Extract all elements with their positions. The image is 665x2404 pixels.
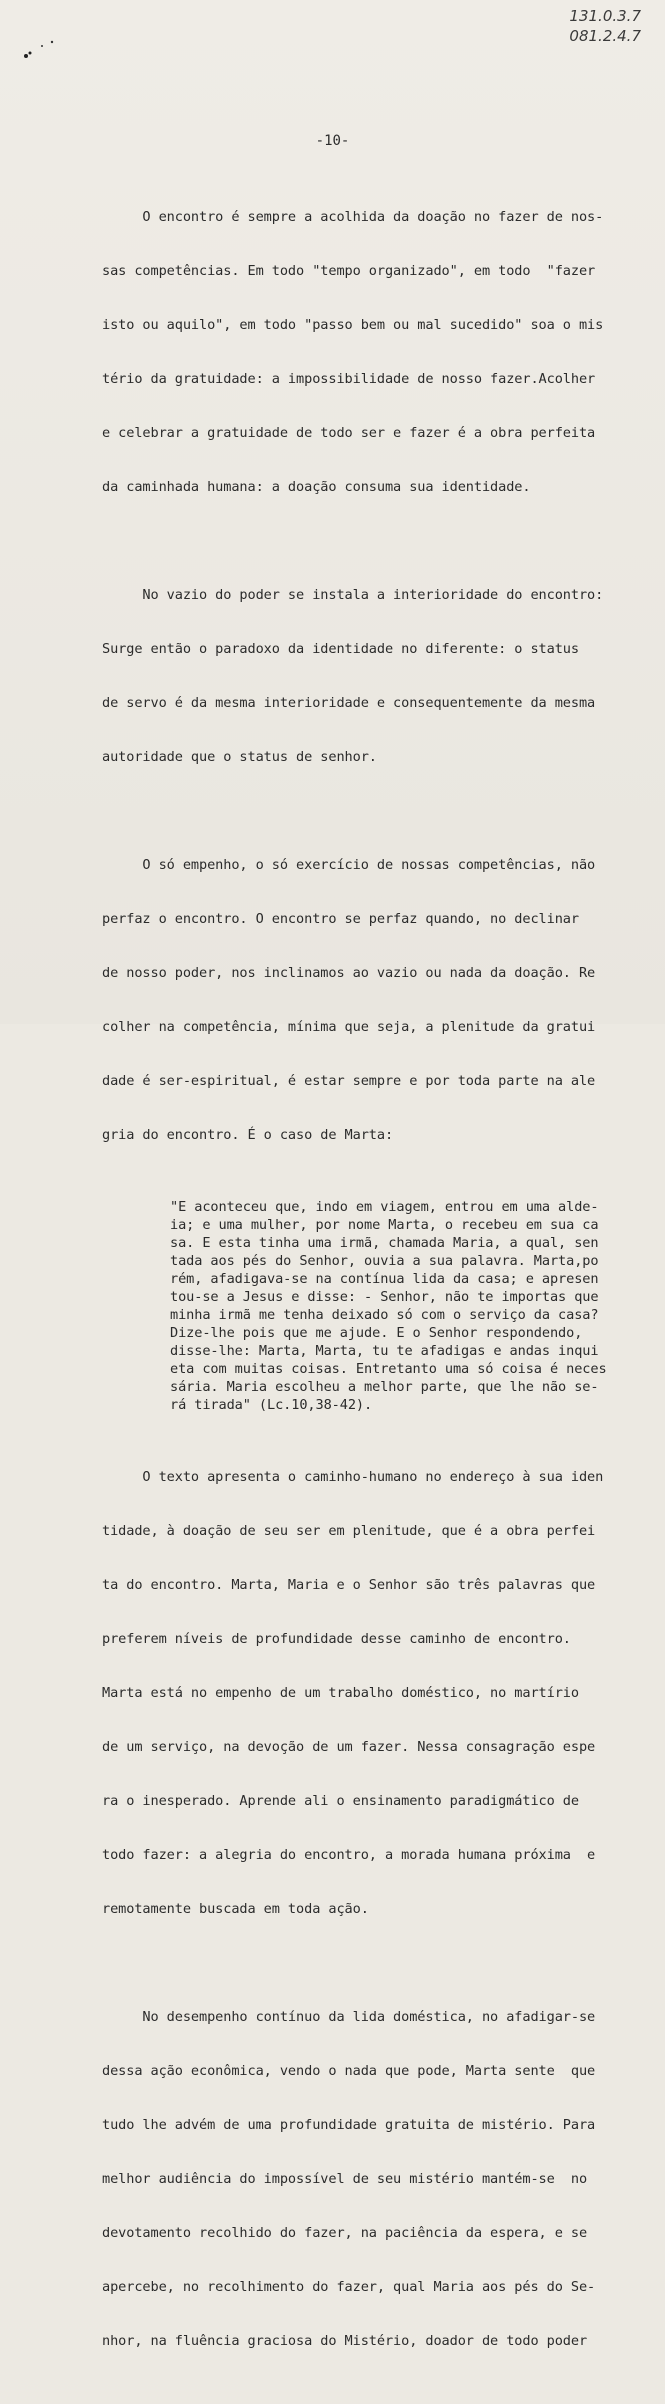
archive-code-line: 131.0.3.7 [569, 7, 641, 25]
text-line: dade é ser-espiritual, é estar sempre e por toda parte na ale [102, 1073, 596, 1089]
text-line: Marta está no empenho de um trabalho doméstico, no martírio [102, 1685, 579, 1701]
quote-line: tou-se a Jesus e disse: - Senhor, não te importas que [170, 1289, 599, 1305]
text-line: ra o inesperado. Aprende ali o ensinamento paradigmático de [102, 1793, 579, 1809]
quote-line: "E aconteceu que, indo em viagem, entrou em uma alde- [170, 1199, 599, 1215]
text-line: de nosso poder, nos inclinamos ao vazio ou nada da doação. Re [102, 965, 596, 981]
archive-code [569, 6, 641, 46]
text-line: nhor, na fluência graciosa do Mistério, doador de todo poder [102, 2333, 588, 2349]
text-line: de um serviço, na devoção de um fazer. Nessa consagração espe [102, 1739, 596, 1755]
quote-line: sária. Maria escolheu a melhor parte, que lhe não se- [170, 1379, 599, 1395]
paragraph-4 [102, 1432, 624, 1954]
text-line: O texto apresenta o caminho-humano no endereço à sua iden [102, 1469, 604, 1485]
quote-line: Dize-lhe pois que me ajude. E o Senhor respondendo, [170, 1325, 583, 1341]
document-body [102, 172, 624, 2404]
text-line: No desempenho contínuo da lida doméstica, no afadigar-se [102, 2009, 596, 2025]
text-line: tério da gratuidade: a impossibilidade de nosso fazer.Acolher [102, 371, 596, 387]
text-line: perfaz o encontro. O encontro se perfaz quando, no declinar [102, 911, 579, 927]
text-line: No vazio do poder se instala a interioridade do encontro: [102, 587, 604, 603]
text-line: Surge então o paradoxo da identidade no diferente: o status [102, 641, 579, 657]
text-line: devotamento recolhido do fazer, na paciência da espera, e se [102, 2225, 588, 2241]
text-line: de servo é da mesma interioridade e consequentemente da mesma [102, 695, 596, 711]
paragraph-2 [102, 550, 624, 802]
text-line: tidade, à doação de seu ser em plenitude, que é a obra perfei [102, 1523, 596, 1539]
quote-line: disse-lhe: Marta, Marta, tu te afadigas e andas inqui [170, 1343, 599, 1359]
quote-line: minha irmã me tenha deixado só com o serviço da casa? [170, 1307, 599, 1323]
quote-line: rá tirada" (Lc.10,38-42). [170, 1397, 373, 1413]
text-line: sas competências. Em todo "tempo organizado", em todo "fazer [102, 263, 596, 279]
ink-marks [22, 34, 62, 68]
text-line: e celebrar a gratuidade de todo ser e fazer é a obra perfeita [102, 425, 596, 441]
text-line: dessa ação econômica, vendo o nada que pode, Marta sente que [102, 2063, 596, 2079]
paragraph-5 [102, 1972, 624, 2386]
text-line: isto ou aquilo", em todo "passo bem ou mal sucedido" soa o mis [102, 317, 604, 333]
quote-line: ia; e uma mulher, por nome Marta, o recebeu em sua ca [170, 1217, 599, 1233]
bible-quote [170, 1198, 616, 1414]
text-line: colher na competência, mínima que seja, a plenitude da gratui [102, 1019, 596, 1035]
text-line: todo fazer: a alegria do encontro, a morada humana próxima e [102, 1847, 596, 1863]
paragraph-3 [102, 820, 624, 1180]
quote-line: sa. E esta tinha uma irmã, chamada Maria, a qual, sen [170, 1235, 599, 1251]
text-line: autoridade que o status de senhor. [102, 749, 377, 765]
page-number: -10- [315, 133, 350, 149]
text-line: tudo lhe advém de uma profundidade gratuita de mistério. Para [102, 2117, 596, 2133]
text-line: preferem níveis de profundidade desse caminho de encontro. [102, 1631, 571, 1647]
archive-code-line: 081.2.4.7 [569, 27, 641, 45]
text-line: O só empenho, o só exercício de nossas competências, não [102, 857, 596, 873]
paragraph-1 [102, 172, 624, 532]
quote-line: eta com muitas coisas. Entretanto uma só coisa é neces [170, 1361, 607, 1377]
text-line: da caminhada humana: a doação consuma sua identidade. [102, 479, 531, 495]
text-line: O encontro é sempre a acolhida da doação no fazer de nos- [102, 209, 604, 225]
text-line: melhor audiência do impossível de seu mistério mantém-se no [102, 2171, 588, 2187]
text-line: gria do encontro. É o caso de Marta: [102, 1127, 394, 1143]
text-line: remotamente buscada em toda ação. [102, 1901, 369, 1917]
quote-line: tada aos pés do Senhor, ouvia a sua palavra. Marta,po [170, 1253, 599, 1269]
text-line: ta do encontro. Marta, Maria e o Senhor são três palavras que [102, 1577, 596, 1593]
quote-line: rém, afadigava-se na contínua lida da casa; e apresen [170, 1271, 599, 1287]
text-line: apercebe, no recolhimento do fazer, qual Maria aos pés do Se- [102, 2279, 596, 2295]
